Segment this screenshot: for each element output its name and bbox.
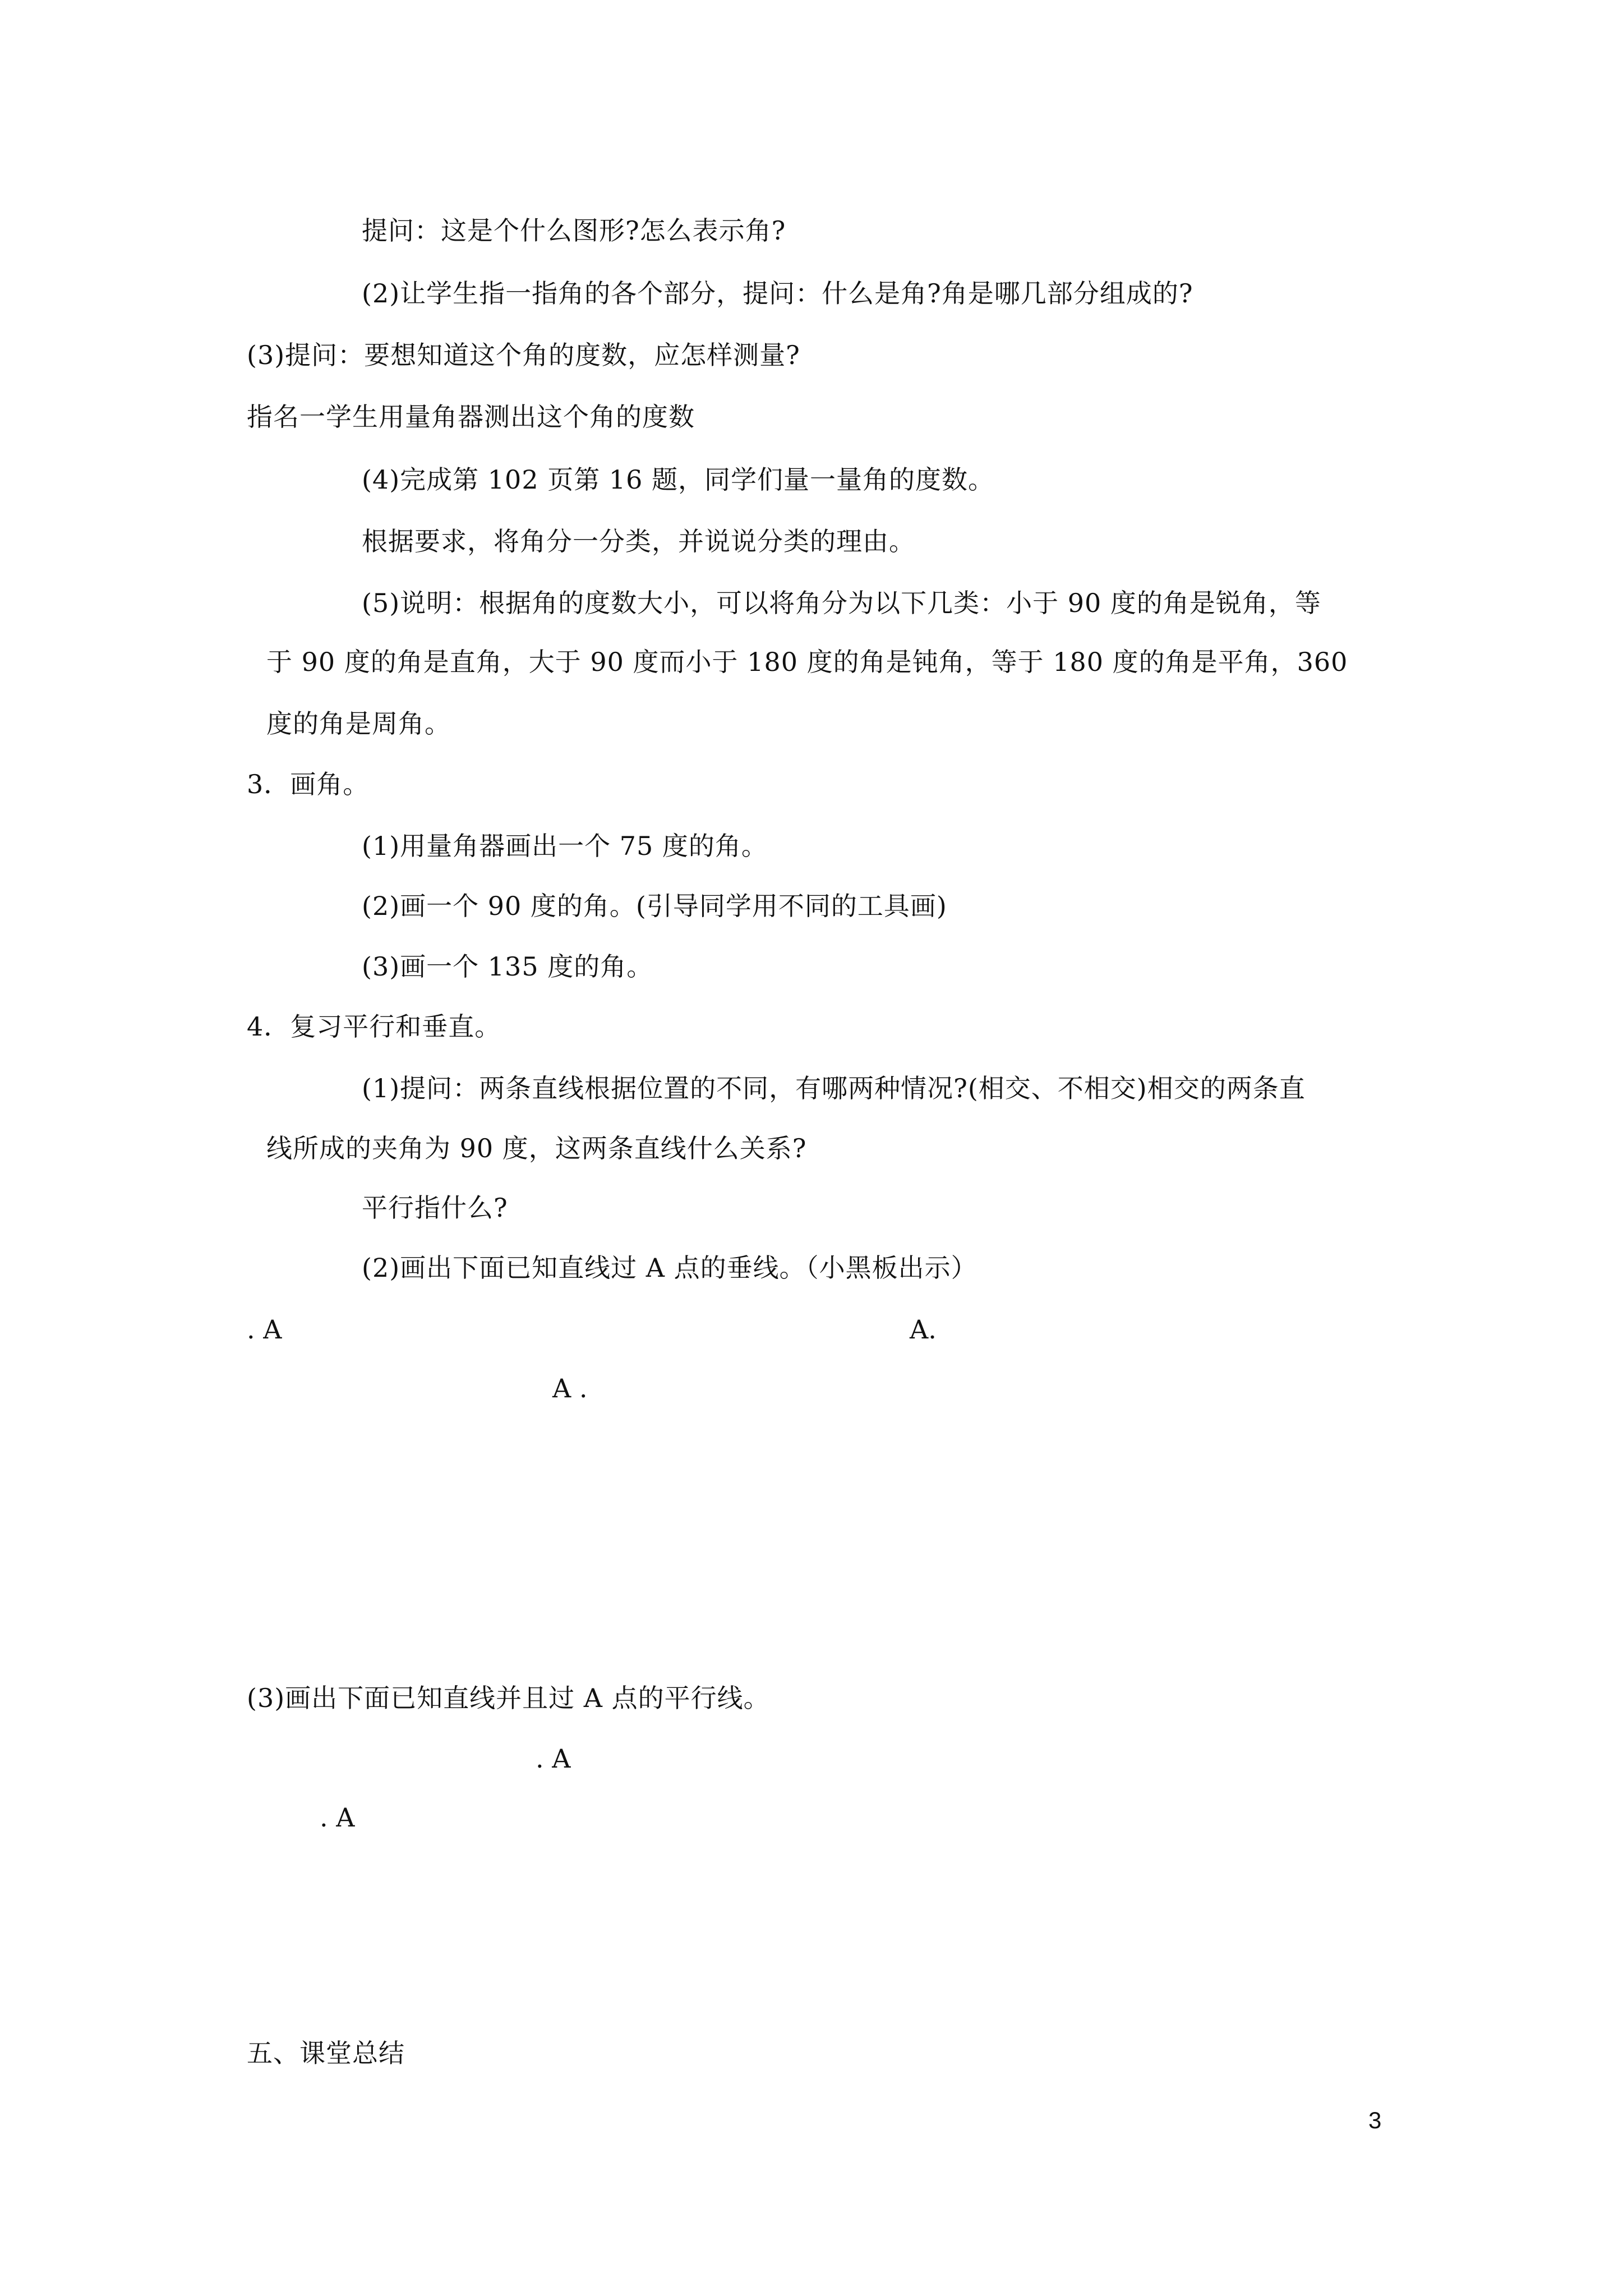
item-5-explanation-line-1: (5)说明：根据角的度数大小，可以将角分为以下几类：小于 90 度的角是锐角，等 xyxy=(362,588,1321,618)
item-4-exercise: (4)完成第 102 页第 16 题，同学们量一量角的度数。 xyxy=(362,464,994,495)
draw-135-degree: (3)画一个 135 度的角。 xyxy=(362,951,653,982)
item-2-parts-of-angle: (2)让学生指一指角的各个部分，提问：什么是角?角是哪几部分组成的? xyxy=(362,278,1193,309)
student-measure-line: 指名一学生用量角器测出这个角的度数 xyxy=(247,402,695,432)
point-a-perp-3: A . xyxy=(552,1373,588,1404)
question-line-shape: 提问：这是个什么图形?怎么表示角? xyxy=(362,215,786,246)
point-a-perp-1: . A xyxy=(247,1314,282,1345)
item-5-explanation-line-3: 度的角是周角。 xyxy=(266,708,451,739)
point-a-perp-2: A. xyxy=(910,1314,937,1345)
section-3-heading: 3．画角。 xyxy=(247,769,370,799)
draw-parallel-instruction: (3)画出下面已知直线并且过 A 点的平行线。 xyxy=(247,1683,770,1713)
section-4-heading: 4．复习平行和垂直。 xyxy=(247,1011,501,1042)
page-number: 3 xyxy=(1368,2107,1382,2133)
draw-75-degree: (1)用量角器画出一个 75 度的角。 xyxy=(362,831,768,861)
section-5-heading: 五、课堂总结 xyxy=(247,2038,405,2068)
parallel-perp-question-line-1: (1)提问：两条直线根据位置的不同，有哪两种情况?(相交、不相交)相交的两条直 xyxy=(362,1073,1306,1103)
classify-instruction: 根据要求，将角分一分类，并说说分类的理由。 xyxy=(362,526,915,556)
parallel-perp-question-line-2: 线所成的夹角为 90 度，这两条直线什么关系? xyxy=(266,1133,807,1163)
item-3-measure-question: (3)提问：要想知道这个角的度数，应怎样测量? xyxy=(247,340,800,370)
draw-perpendicular-instruction: (2)画出下面已知直线过 A 点的垂线。（小黑板出示） xyxy=(362,1253,978,1283)
draw-90-degree: (2)画一个 90 度的角。(引导同学用不同的工具画) xyxy=(362,891,947,921)
point-a-para-1: . A xyxy=(536,1743,571,1774)
parallel-question: 平行指什么? xyxy=(362,1193,508,1223)
item-5-explanation-line-2: 于 90 度的角是直角，大于 90 度而小于 180 度的角是钝角，等于 180 度的角是平角，360 xyxy=(266,647,1348,677)
point-a-para-2: . A xyxy=(320,1802,355,1833)
